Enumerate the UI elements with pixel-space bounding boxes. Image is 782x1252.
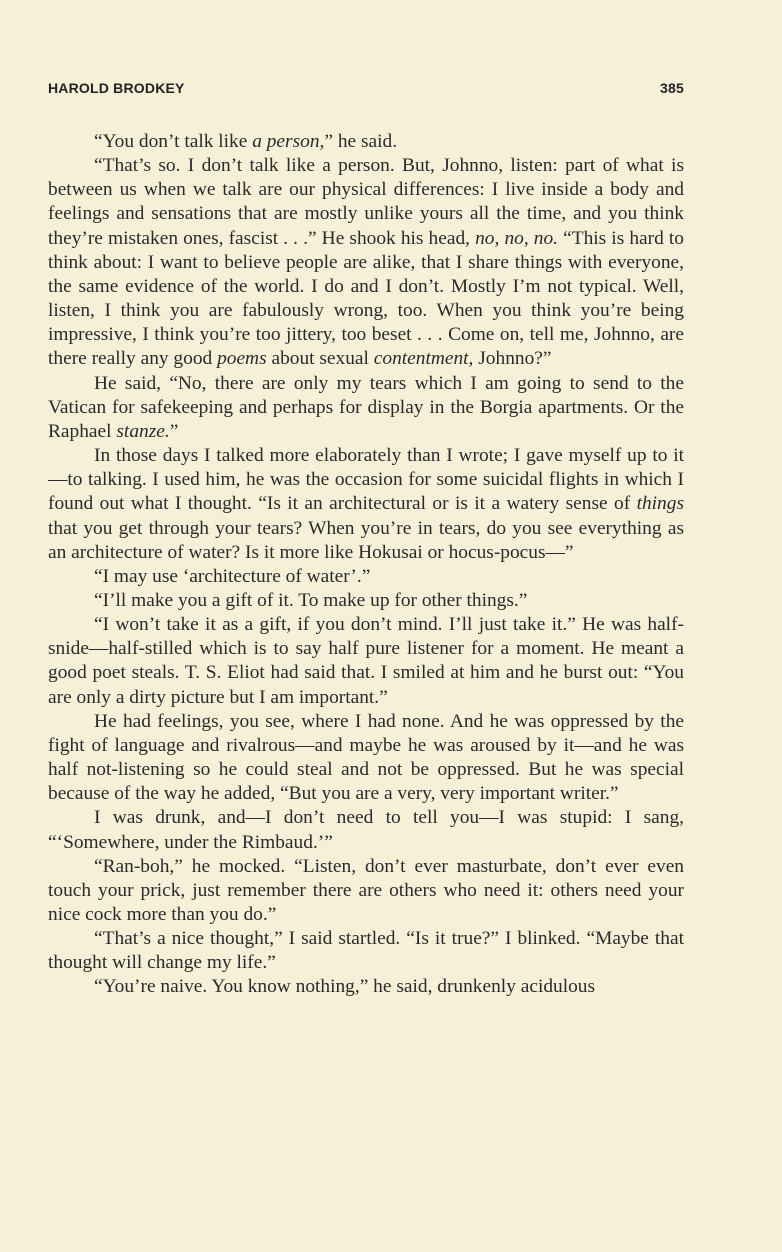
italic-text: poems xyxy=(217,348,267,370)
text-run: Johnno?” xyxy=(473,348,552,370)
italic-text: no, no, no. xyxy=(475,227,559,249)
running-head xyxy=(48,80,684,102)
text-run: about sexual xyxy=(266,348,374,370)
italic-text: contentment, xyxy=(373,348,474,370)
italic-text: stanze. xyxy=(116,420,170,442)
paragraph xyxy=(48,565,684,589)
text-run: ” he said. xyxy=(324,131,398,152)
italic-text: a person, xyxy=(252,131,325,152)
text-run: He said, “No, there are only my tears which I am going to send to the Vatican for safekeeping and perhaps for display in the Borgia apartments. Or the Raphael xyxy=(48,372,684,442)
text-run: In those days I talked more elaborately than I wrote; I gave myself up to it—to talking. I used him, he was the occasion for some suicidal flights in which I found out what I thought. “Is it an architectural or is it a watery sense of xyxy=(48,445,684,515)
body-text xyxy=(48,130,684,1000)
paragraph xyxy=(48,806,684,854)
paragraph xyxy=(48,613,684,710)
text-run: I was drunk, and—I don’t need to tell you—I was stupid: I sang, “‘Somewhere, under the Rimbaud.’” xyxy=(48,807,684,853)
paragraph xyxy=(48,855,684,927)
text-run: ” xyxy=(169,420,179,442)
text-run: “That’s so. I don’t talk like a person. But, Johnno, listen: part of what is between us when we talk are our physical differences: I live inside a body and feelings and sensations that are mostly unlike yours all the time, and you think they’re mistaken ones, fascist . . .” He shook his head, xyxy=(48,155,684,249)
paragraph xyxy=(48,130,684,154)
text-run: “You’re naive. You know nothing,” he said, drunkenly acidulous xyxy=(94,976,596,998)
text-run: “I may use ‘architecture of water’.” xyxy=(94,565,371,587)
text-run: “That’s a nice thought,” I said startled. “Is it true?” I blinked. “Maybe that thought will change my life.” xyxy=(48,928,684,974)
text-run: that you get through your tears? When you’re in tears, do you see everything as an architecture of water? Is it more like Hokusai or hocus-pocus—” xyxy=(48,517,684,563)
paragraph xyxy=(48,710,684,807)
paragraph xyxy=(48,589,684,613)
running-head-author: HAROLD BRODKEY xyxy=(48,80,185,96)
text-run: “You don’t talk like xyxy=(94,131,253,152)
page-number: 385 xyxy=(660,80,684,96)
text-run: He had feelings, you see, where I had none. And he was oppressed by the fight of language and rivalrous—and maybe he was aroused by it—and he was half not-listening so he could steal and not be oppressed. But he was special because of the way he added, “But you are a very, very important writer.” xyxy=(48,710,684,805)
paragraph xyxy=(48,927,684,975)
paragraph xyxy=(48,975,684,999)
text-run: “I’ll make you a gift of it. To make up for other things.” xyxy=(94,589,528,611)
paragraph xyxy=(48,444,684,565)
paragraph xyxy=(48,154,684,371)
text-run: “Ran-boh,” he mocked. “Listen, don’t ever masturbate, don’t ever even touch your prick, just remember there are others who need it: others need your nice cock more than you do.” xyxy=(48,855,684,925)
text-run: “This is hard to think about: I want to believe people are alike, that I share things with everyone, the same evidence of the world. I do and I don’t. Mostly I’m not typical. Well, listen, I think you are fabulously wrong, too. When you think you’re being impressive, I think you’re too jittery, too beset . . . Come on, tell me, Johnno, are there really any good xyxy=(48,227,684,370)
paragraph xyxy=(48,372,684,444)
italic-text: things xyxy=(636,493,684,515)
text-run: “I won’t take it as a gift, if you don’t mind. I’ll just take it.” He was half-snide—half-stilled which is to say half pure listener for a moment. He meant a good poet steals. T. S. Eliot had said that. I smiled at him and he burst out: “You are only a dirty picture but I am important.” xyxy=(48,614,684,708)
